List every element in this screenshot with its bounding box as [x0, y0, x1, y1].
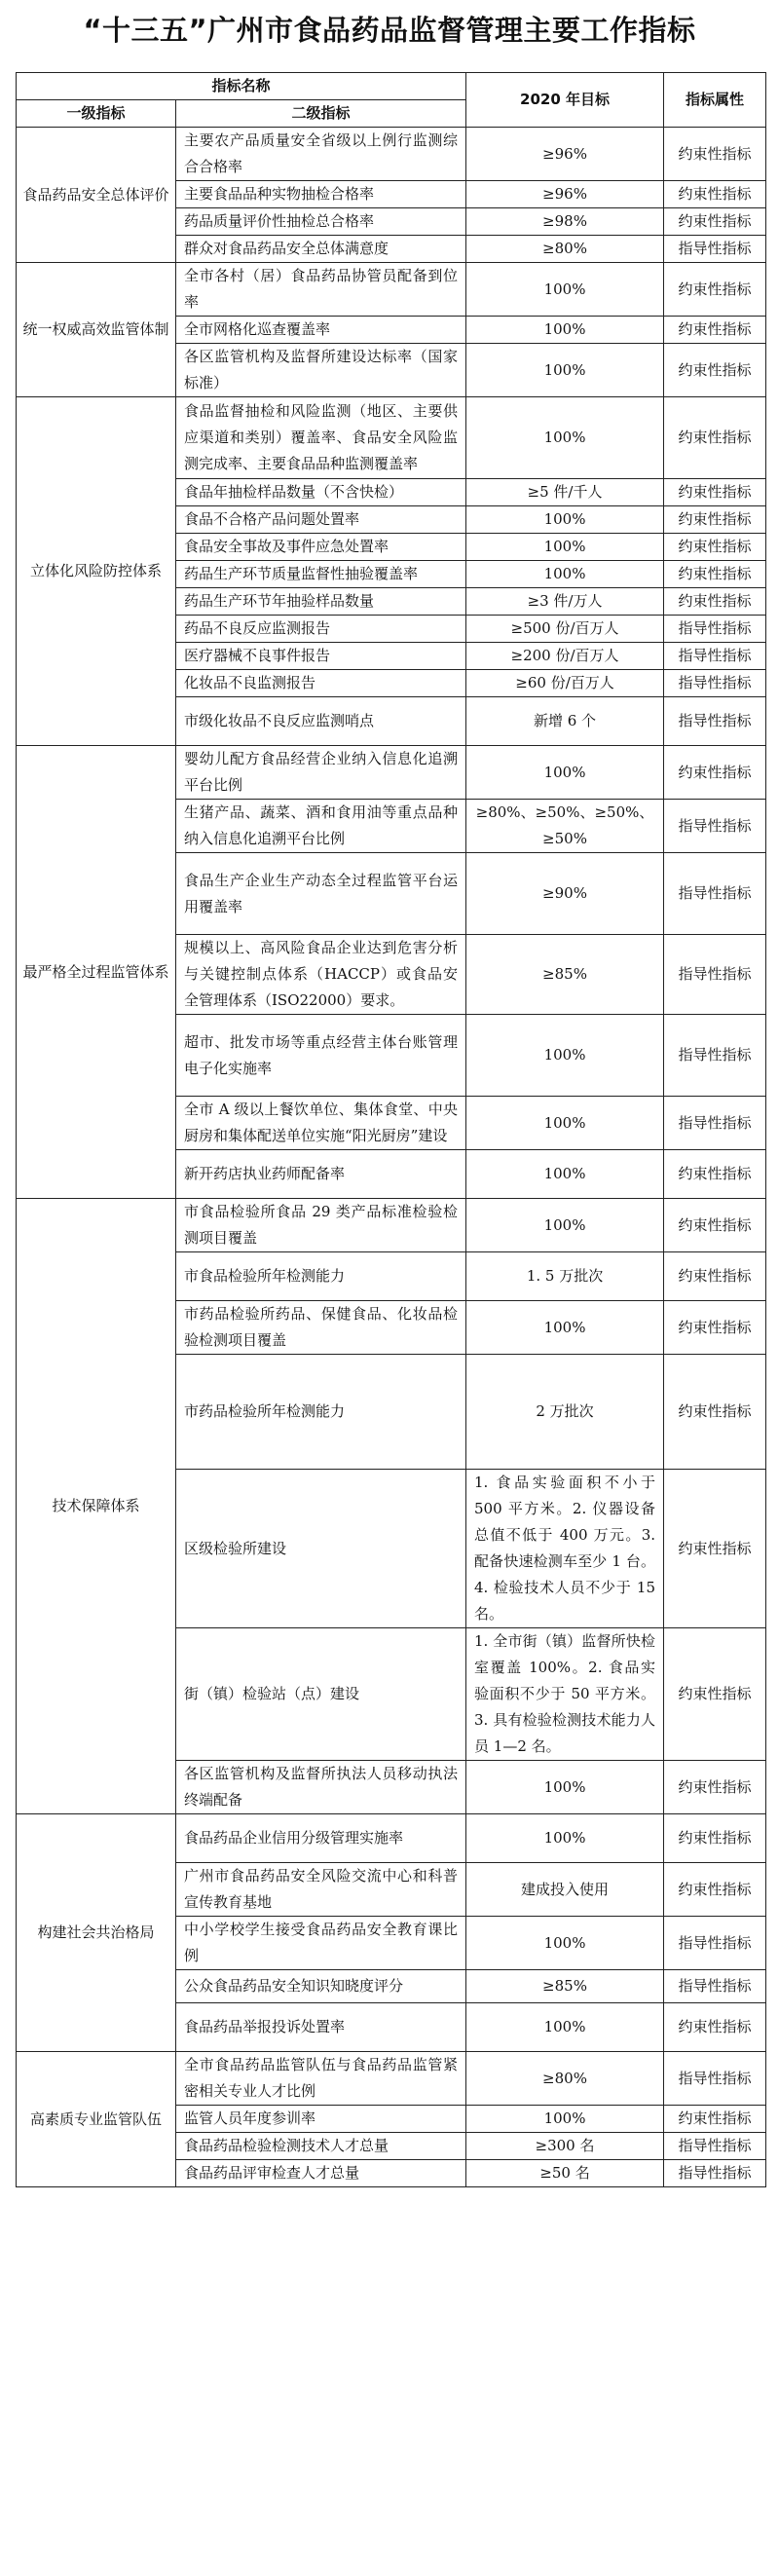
level2-indicator-cell: 规模以上、高风险食品企业达到危害分析与关键控制点体系（HACCP）或食品安全管理体系（ISO22000）要求。 — [176, 935, 466, 1015]
level2-indicator-cell: 全市各村（居）食品药品协管员配备到位率 — [176, 263, 466, 317]
level2-indicator-cell: 市药品检验所药品、保健食品、化妆品检验检测项目覆盖 — [176, 1301, 466, 1355]
level2-indicator-cell: 中小学校学生接受食品药品安全教育课比例 — [176, 1917, 466, 1970]
attribute-cell: 约束性指标 — [664, 128, 766, 181]
level2-indicator-cell: 全市 A 级以上餐饮单位、集体食堂、中央厨房和集体配送单位实施“阳光厨房”建设 — [176, 1097, 466, 1150]
table-row — [17, 1814, 766, 1863]
level2-indicator-cell: 主要食品品种实物抽检合格率 — [176, 181, 466, 208]
target-cell: ≥200 份/百万人 — [466, 643, 664, 670]
attribute-cell: 约束性指标 — [664, 1252, 766, 1301]
attribute-cell: 约束性指标 — [664, 746, 766, 800]
header-row-1 — [17, 73, 766, 100]
attribute-cell: 约束性指标 — [664, 1761, 766, 1814]
target-cell: 100% — [466, 746, 664, 800]
level1-indicator-cell: 食品药品安全总体评价 — [17, 128, 176, 263]
level2-indicator-cell: 各区监管机构及监督所建设达标率（国家标准） — [176, 344, 466, 397]
target-cell: ≥50 名 — [466, 2160, 664, 2187]
level2-indicator-cell: 食品安全事故及事件应急处置率 — [176, 534, 466, 561]
level2-indicator-cell: 群众对食品药品安全总体满意度 — [176, 236, 466, 263]
attribute-header: 指标属性 — [664, 73, 766, 128]
indicator-name-header: 指标名称 — [17, 73, 466, 100]
level1-indicator-cell: 构建社会共治格局 — [17, 1814, 176, 2052]
target-cell: 100% — [466, 2003, 664, 2052]
target-cell: ≥85% — [466, 935, 664, 1015]
attribute-cell: 指导性指标 — [664, 935, 766, 1015]
level1-header: 一级指标 — [17, 100, 176, 128]
attribute-cell: 约束性指标 — [664, 1628, 766, 1761]
target-cell: ≥5 件/千人 — [466, 479, 664, 506]
level2-indicator-cell: 区级检验所建设 — [176, 1470, 466, 1628]
level2-indicator-cell: 食品药品企业信用分级管理实施率 — [176, 1814, 466, 1863]
level2-indicator-cell: 全市网格化巡查覆盖率 — [176, 317, 466, 344]
target-cell: ≥85% — [466, 1970, 664, 2003]
attribute-cell: 约束性指标 — [664, 479, 766, 506]
target-cell: 1. 5 万批次 — [466, 1252, 664, 1301]
target-cell: 100% — [466, 1814, 664, 1863]
target-cell: 100% — [466, 534, 664, 561]
attribute-cell: 约束性指标 — [664, 1814, 766, 1863]
target-cell: ≥80% — [466, 2052, 664, 2106]
target-cell: 100% — [466, 1301, 664, 1355]
target-cell: ≥300 名 — [466, 2133, 664, 2160]
target-cell: 2 万批次 — [466, 1355, 664, 1470]
target-cell: 100% — [466, 506, 664, 534]
level1-indicator-cell: 最严格全过程监管体系 — [17, 746, 176, 1199]
attribute-cell: 约束性指标 — [664, 506, 766, 534]
level2-indicator-cell: 化妆品不良监测报告 — [176, 670, 466, 697]
table-row — [17, 263, 766, 317]
attribute-cell: 指导性指标 — [664, 1917, 766, 1970]
level2-indicator-cell: 新开药店执业药师配备率 — [176, 1150, 466, 1199]
table-row — [17, 128, 766, 181]
target-cell: ≥500 份/百万人 — [466, 616, 664, 643]
level2-indicator-cell: 药品生产环节质量监督性抽验覆盖率 — [176, 561, 466, 588]
target-cell: ≥90% — [466, 853, 664, 935]
level2-indicator-cell: 街（镇）检验站（点）建设 — [176, 1628, 466, 1761]
attribute-cell: 指导性指标 — [664, 236, 766, 263]
document-title: “十三五”广州市食品药品监督管理主要工作指标 — [83, 13, 696, 47]
attribute-cell: 指导性指标 — [664, 616, 766, 643]
attribute-cell: 指导性指标 — [664, 697, 766, 746]
table-row — [17, 2052, 766, 2106]
attribute-cell: 约束性指标 — [664, 1355, 766, 1470]
target-cell: 100% — [466, 397, 664, 479]
target-2020-header: 2020 年目标 — [466, 73, 664, 128]
target-cell: 100% — [466, 1917, 664, 1970]
attribute-cell: 约束性指标 — [664, 263, 766, 317]
target-cell: 100% — [466, 561, 664, 588]
target-cell: ≥80% — [466, 236, 664, 263]
level2-indicator-cell: 广州市食品药品安全风险交流中心和科普宣传教育基地 — [176, 1863, 466, 1917]
target-cell: ≥60 份/百万人 — [466, 670, 664, 697]
level2-indicator-cell: 食品生产企业生产动态全过程监管平台运用覆盖率 — [176, 853, 466, 935]
attribute-cell: 约束性指标 — [664, 1470, 766, 1628]
table-row — [17, 746, 766, 800]
level1-indicator-cell: 立体化风险防控体系 — [17, 397, 176, 746]
target-cell: 100% — [466, 1199, 664, 1252]
level2-indicator-cell: 公众食品药品安全知识知晓度评分 — [176, 1970, 466, 2003]
target-cell: ≥96% — [466, 128, 664, 181]
target-cell: 100% — [466, 2106, 664, 2133]
target-cell: 100% — [466, 1097, 664, 1150]
level2-indicator-cell: 食品药品评审检查人才总量 — [176, 2160, 466, 2187]
target-cell: 100% — [466, 1015, 664, 1097]
target-cell: 100% — [466, 263, 664, 317]
attribute-cell: 指导性指标 — [664, 1097, 766, 1150]
level2-indicator-cell: 食品药品举报投诉处置率 — [176, 2003, 466, 2052]
attribute-cell: 约束性指标 — [664, 344, 766, 397]
level2-indicator-cell: 监管人员年度参训率 — [176, 2106, 466, 2133]
target-cell: 建成投入使用 — [466, 1863, 664, 1917]
level2-indicator-cell: 主要农产品质量安全省级以上例行监测综合合格率 — [176, 128, 466, 181]
attribute-cell: 指导性指标 — [664, 670, 766, 697]
level2-indicator-cell: 市食品检验所食品 29 类产品标准检验检测项目覆盖 — [176, 1199, 466, 1252]
target-cell: 1. 全市街（镇）监督所快检室覆盖 100%。2. 食品实验面积不少于 50 平方米。3. 具有检验检测技术能力人员 1—2 名。 — [466, 1628, 664, 1761]
level1-indicator-cell: 统一权威高效监管体制 — [17, 263, 176, 397]
level2-header: 二级指标 — [176, 100, 466, 128]
level2-indicator-cell: 生猪产品、蔬菜、酒和食用油等重点品种纳入信息化追溯平台比例 — [176, 800, 466, 853]
table-body — [17, 128, 766, 2187]
attribute-cell: 约束性指标 — [664, 561, 766, 588]
level2-indicator-cell: 药品生产环节年抽验样品数量 — [176, 588, 466, 616]
attribute-cell: 约束性指标 — [664, 1301, 766, 1355]
attribute-cell: 约束性指标 — [664, 1863, 766, 1917]
level2-indicator-cell: 医疗器械不良事件报告 — [176, 643, 466, 670]
level2-indicator-cell: 市食品检验所年检测能力 — [176, 1252, 466, 1301]
level2-indicator-cell: 食品监督抽检和风险监测（地区、主要供应渠道和类别）覆盖率、食品安全风险监测完成率、主要食品品种监测覆盖率 — [176, 397, 466, 479]
level2-indicator-cell: 婴幼儿配方食品经营企业纳入信息化追溯平台比例 — [176, 746, 466, 800]
level2-indicator-cell: 食品药品检验检测技术人才总量 — [176, 2133, 466, 2160]
target-cell: 1. 食品实验面积不小于 500 平方米。2. 仪器设备总值不低于 400 万元。3. 配备快速检测车至少 1 台。4. 检验技术人员不少于 15 名。 — [466, 1470, 664, 1628]
attribute-cell: 指导性指标 — [664, 2160, 766, 2187]
target-cell: ≥96% — [466, 181, 664, 208]
attribute-cell: 指导性指标 — [664, 1970, 766, 2003]
level2-indicator-cell: 药品质量评价性抽检总合格率 — [176, 208, 466, 236]
level1-indicator-cell: 高素质专业监管队伍 — [17, 2052, 176, 2187]
level2-indicator-cell: 市药品检验所年检测能力 — [176, 1355, 466, 1470]
indicator-table — [16, 72, 766, 2187]
attribute-cell: 约束性指标 — [664, 208, 766, 236]
attribute-cell: 约束性指标 — [664, 1199, 766, 1252]
target-cell: 100% — [466, 1761, 664, 1814]
level2-indicator-cell: 市级化妆品不良反应监测哨点 — [176, 697, 466, 746]
level2-indicator-cell: 食品不合格产品问题处置率 — [176, 506, 466, 534]
attribute-cell: 指导性指标 — [664, 643, 766, 670]
target-cell: 100% — [466, 317, 664, 344]
level1-indicator-cell: 技术保障体系 — [17, 1199, 176, 1814]
attribute-cell: 约束性指标 — [664, 397, 766, 479]
attribute-cell: 约束性指标 — [664, 1150, 766, 1199]
attribute-cell: 指导性指标 — [664, 2052, 766, 2106]
target-cell: ≥80%、≥50%、≥50%、≥50% — [466, 800, 664, 853]
target-cell: 新增 6 个 — [466, 697, 664, 746]
target-cell: ≥3 件/万人 — [466, 588, 664, 616]
attribute-cell: 约束性指标 — [664, 2106, 766, 2133]
level2-indicator-cell: 全市食品药品监管队伍与食品药品监管紧密相关专业人才比例 — [176, 2052, 466, 2106]
attribute-cell: 约束性指标 — [664, 317, 766, 344]
attribute-cell: 约束性指标 — [664, 2003, 766, 2052]
attribute-cell: 指导性指标 — [664, 800, 766, 853]
level2-indicator-cell: 药品不良反应监测报告 — [176, 616, 466, 643]
level2-indicator-cell: 各区监管机构及监督所执法人员移动执法终端配备 — [176, 1761, 466, 1814]
level2-indicator-cell: 超市、批发市场等重点经营主体台账管理电子化实施率 — [176, 1015, 466, 1097]
attribute-cell: 指导性指标 — [664, 1015, 766, 1097]
target-cell: 100% — [466, 344, 664, 397]
level2-indicator-cell: 食品年抽检样品数量（不含快检） — [176, 479, 466, 506]
target-cell: ≥98% — [466, 208, 664, 236]
attribute-cell: 约束性指标 — [664, 534, 766, 561]
attribute-cell: 指导性指标 — [664, 853, 766, 935]
table-row — [17, 397, 766, 479]
attribute-cell: 约束性指标 — [664, 181, 766, 208]
attribute-cell: 约束性指标 — [664, 588, 766, 616]
attribute-cell: 指导性指标 — [664, 2133, 766, 2160]
table-row — [17, 1199, 766, 1252]
target-cell: 100% — [466, 1150, 664, 1199]
